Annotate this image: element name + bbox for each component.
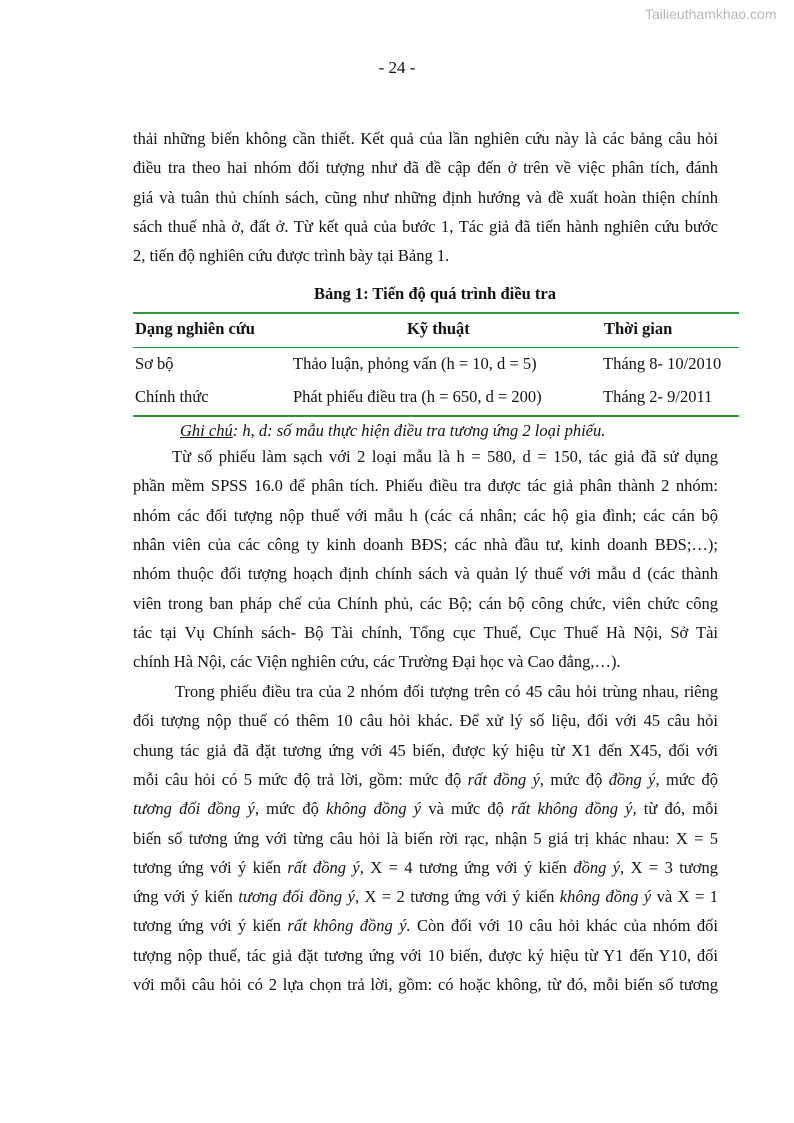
text-segment: tượng nộp thuế, tác giả đặt tương ứng với 10 biến, được ký hiệu từ Y1 đến Y10, đối [133,945,718,965]
text-segment: tương ứng với ý kiến [133,857,288,877]
text-segment: và X = 1 [651,887,718,907]
text-line [175,682,718,702]
note-label: Ghi chú [180,421,233,440]
note-text: : h, d: số mẫu thực hiện điều tra tương ứng 2 loại phiếu. [232,421,606,440]
text-line [133,506,718,526]
text-line [133,946,718,966]
table-header-rule [133,347,739,348]
italic-text: không đồng ý [326,799,422,819]
watermark: Tailieuthamkhao.com [645,6,777,22]
italic-text: đồng ý [608,769,656,789]
italic-text: rất đồng ý [467,769,540,789]
text-segment: từ đó, mỗi [636,799,718,819]
text-line [133,711,718,731]
text-segment: điều tra theo hai nhóm đối tượng như đã đề cập đến ở trên về việc phân tích, đánh [133,158,718,178]
text-line [133,770,718,790]
text-segment: tương ứng với ý kiến [133,916,288,936]
table-cell: Sơ bộ [135,354,174,373]
table-note [180,421,605,441]
text-line [133,887,718,907]
text-segment: , X = 2 tương ứng với ý kiến [354,887,560,907]
italic-text: rất không đồng ý, [511,799,637,819]
table-cell: Phát phiếu điều tra (h = 650, d = 200) [293,387,542,406]
text-line [133,129,718,149]
table-cell: Tháng 2- 9/2011 [603,387,713,406]
text-line [133,535,718,555]
text-line [133,594,718,614]
text-segment: Còn đối với 10 câu hỏi khác của nhóm đối [410,916,719,936]
text-line [133,829,718,849]
table-cell: Tháng 8- 10/2010 [603,354,722,373]
text-segment: với mỗi câu hỏi có 2 lựa chọn trả lời, gồm: có hoặc không, từ đó, mỗi biến số tương [133,975,718,994]
italic-text: rất không đồng ý. [287,916,411,936]
italic-text: tương đối đồng ý [133,799,255,819]
text-segment: ứng với ý kiến [133,887,239,907]
table-caption: Bảng 1: Tiến độ quá trình điều tra [314,284,556,303]
table-top-rule [133,312,739,314]
text-segment: , X = 4 tương ứng với ý kiến [359,857,574,877]
text-segment: biến số tương ứng với từng câu hỏi là biến rời rạc, nhận 5 giá trị khác nhau: X = 5 [133,828,718,848]
text-line [133,217,718,237]
header-technique: Kỹ thuật [407,319,470,338]
text-segment: nhóm các đối tượng nộp thuế với mẫu h (các cá nhân; các hộ gia đình; các cán bộ [133,505,718,525]
text-line [133,652,718,672]
text-segment: nhân viên của các công ty kinh doanh BĐS; các nhà đầu tư, kinh doanh BĐS;…); [133,534,718,554]
header-research-type: Dạng nghiên cứu [135,319,255,338]
text-line [133,476,718,496]
italic-text: đồng ý [573,857,621,877]
text-segment: , X = 3 tương [620,857,718,877]
table-cell: Thảo luận, phỏng vấn (h = 10, d = 5) [293,354,537,373]
text-line [133,188,718,208]
table-cell: Chính thức [135,387,209,406]
text-line [133,858,718,878]
text-segment: thải những biến không cần thiết. Kết quả của lần nghiên cứu này là các bảng câu hỏi [133,129,718,148]
text-segment: tác tại Vụ Chính sách- Bộ Tài chính, Tổng cục Thuế, Cục Thuế Hà Nội, Sở Tài [133,622,718,642]
text-line [172,447,718,467]
text-line [133,741,718,761]
text-segment: , mức độ [254,799,327,819]
text-segment: , mức độ [539,769,609,789]
text-segment: Từ số phiếu làm sạch với 2 loại mẫu là h = 580, d = 150, tác giả đã sử dụng [172,447,718,466]
text-line [133,623,718,643]
text-segment: phần mềm SPSS 16.0 để phân tích. Phiếu điều tra được tác giả phân thành 2 nhóm: [133,476,718,496]
text-segment: viên trong ban pháp chế của Chính phủ, các Bộ; cán bộ công chức, viên chức công [133,593,718,613]
text-line [133,158,718,178]
italic-text: không đồng ý [559,887,652,907]
text-segment: sách thuế nhà ở, đất ở. Từ kết quả của bước 1, Tác giả đã tiến hành nghiên cứu bước [133,216,718,236]
text-segment: 2, tiến độ nghiên cứu được trình bày tại Bảng 1. [133,246,450,266]
text-segment: nhóm thuộc đối tượng hoạch định chính sách và quản lý thuế với mẫu d (các thành [133,564,718,584]
text-segment: chính Hà Nội, các Viện nghiên cứu, các Trường Đại học và Cao đẳng,…). [133,652,621,672]
text-line [133,564,718,584]
italic-text: rất đồng ý [287,857,360,877]
text-segment: Trong phiếu điều tra của 2 nhóm đối tượng trên có 45 câu hỏi trùng nhau, riêng [175,682,718,701]
text-segment: giá và tuân thủ chính sách, cũng như những định hướng và đề xuất hoàn thiện chính [133,187,718,207]
text-segment: và mức độ [421,799,512,819]
text-segment: đối tượng nộp thuế có thêm 10 câu hỏi khác. Để xử lý số liệu, đối với 45 câu hỏi [133,711,718,731]
text-line [133,246,718,266]
text-segment: , mức độ [655,769,719,789]
page-number: - 24 - [378,58,416,77]
text-line [133,975,718,995]
text-line [133,916,718,936]
text-line [133,799,718,819]
italic-text: tương đối đồng ý [238,887,355,907]
table-bottom-rule [133,415,739,417]
text-segment: chung tác giả đã đặt tương ứng với 45 biến, được ký hiệu từ X1 đến X45, đối với [133,740,718,760]
header-time: Thời gian [604,319,673,338]
text-segment: mỗi câu hỏi có 5 mức độ trả lời, gồm: mức độ [133,769,468,789]
